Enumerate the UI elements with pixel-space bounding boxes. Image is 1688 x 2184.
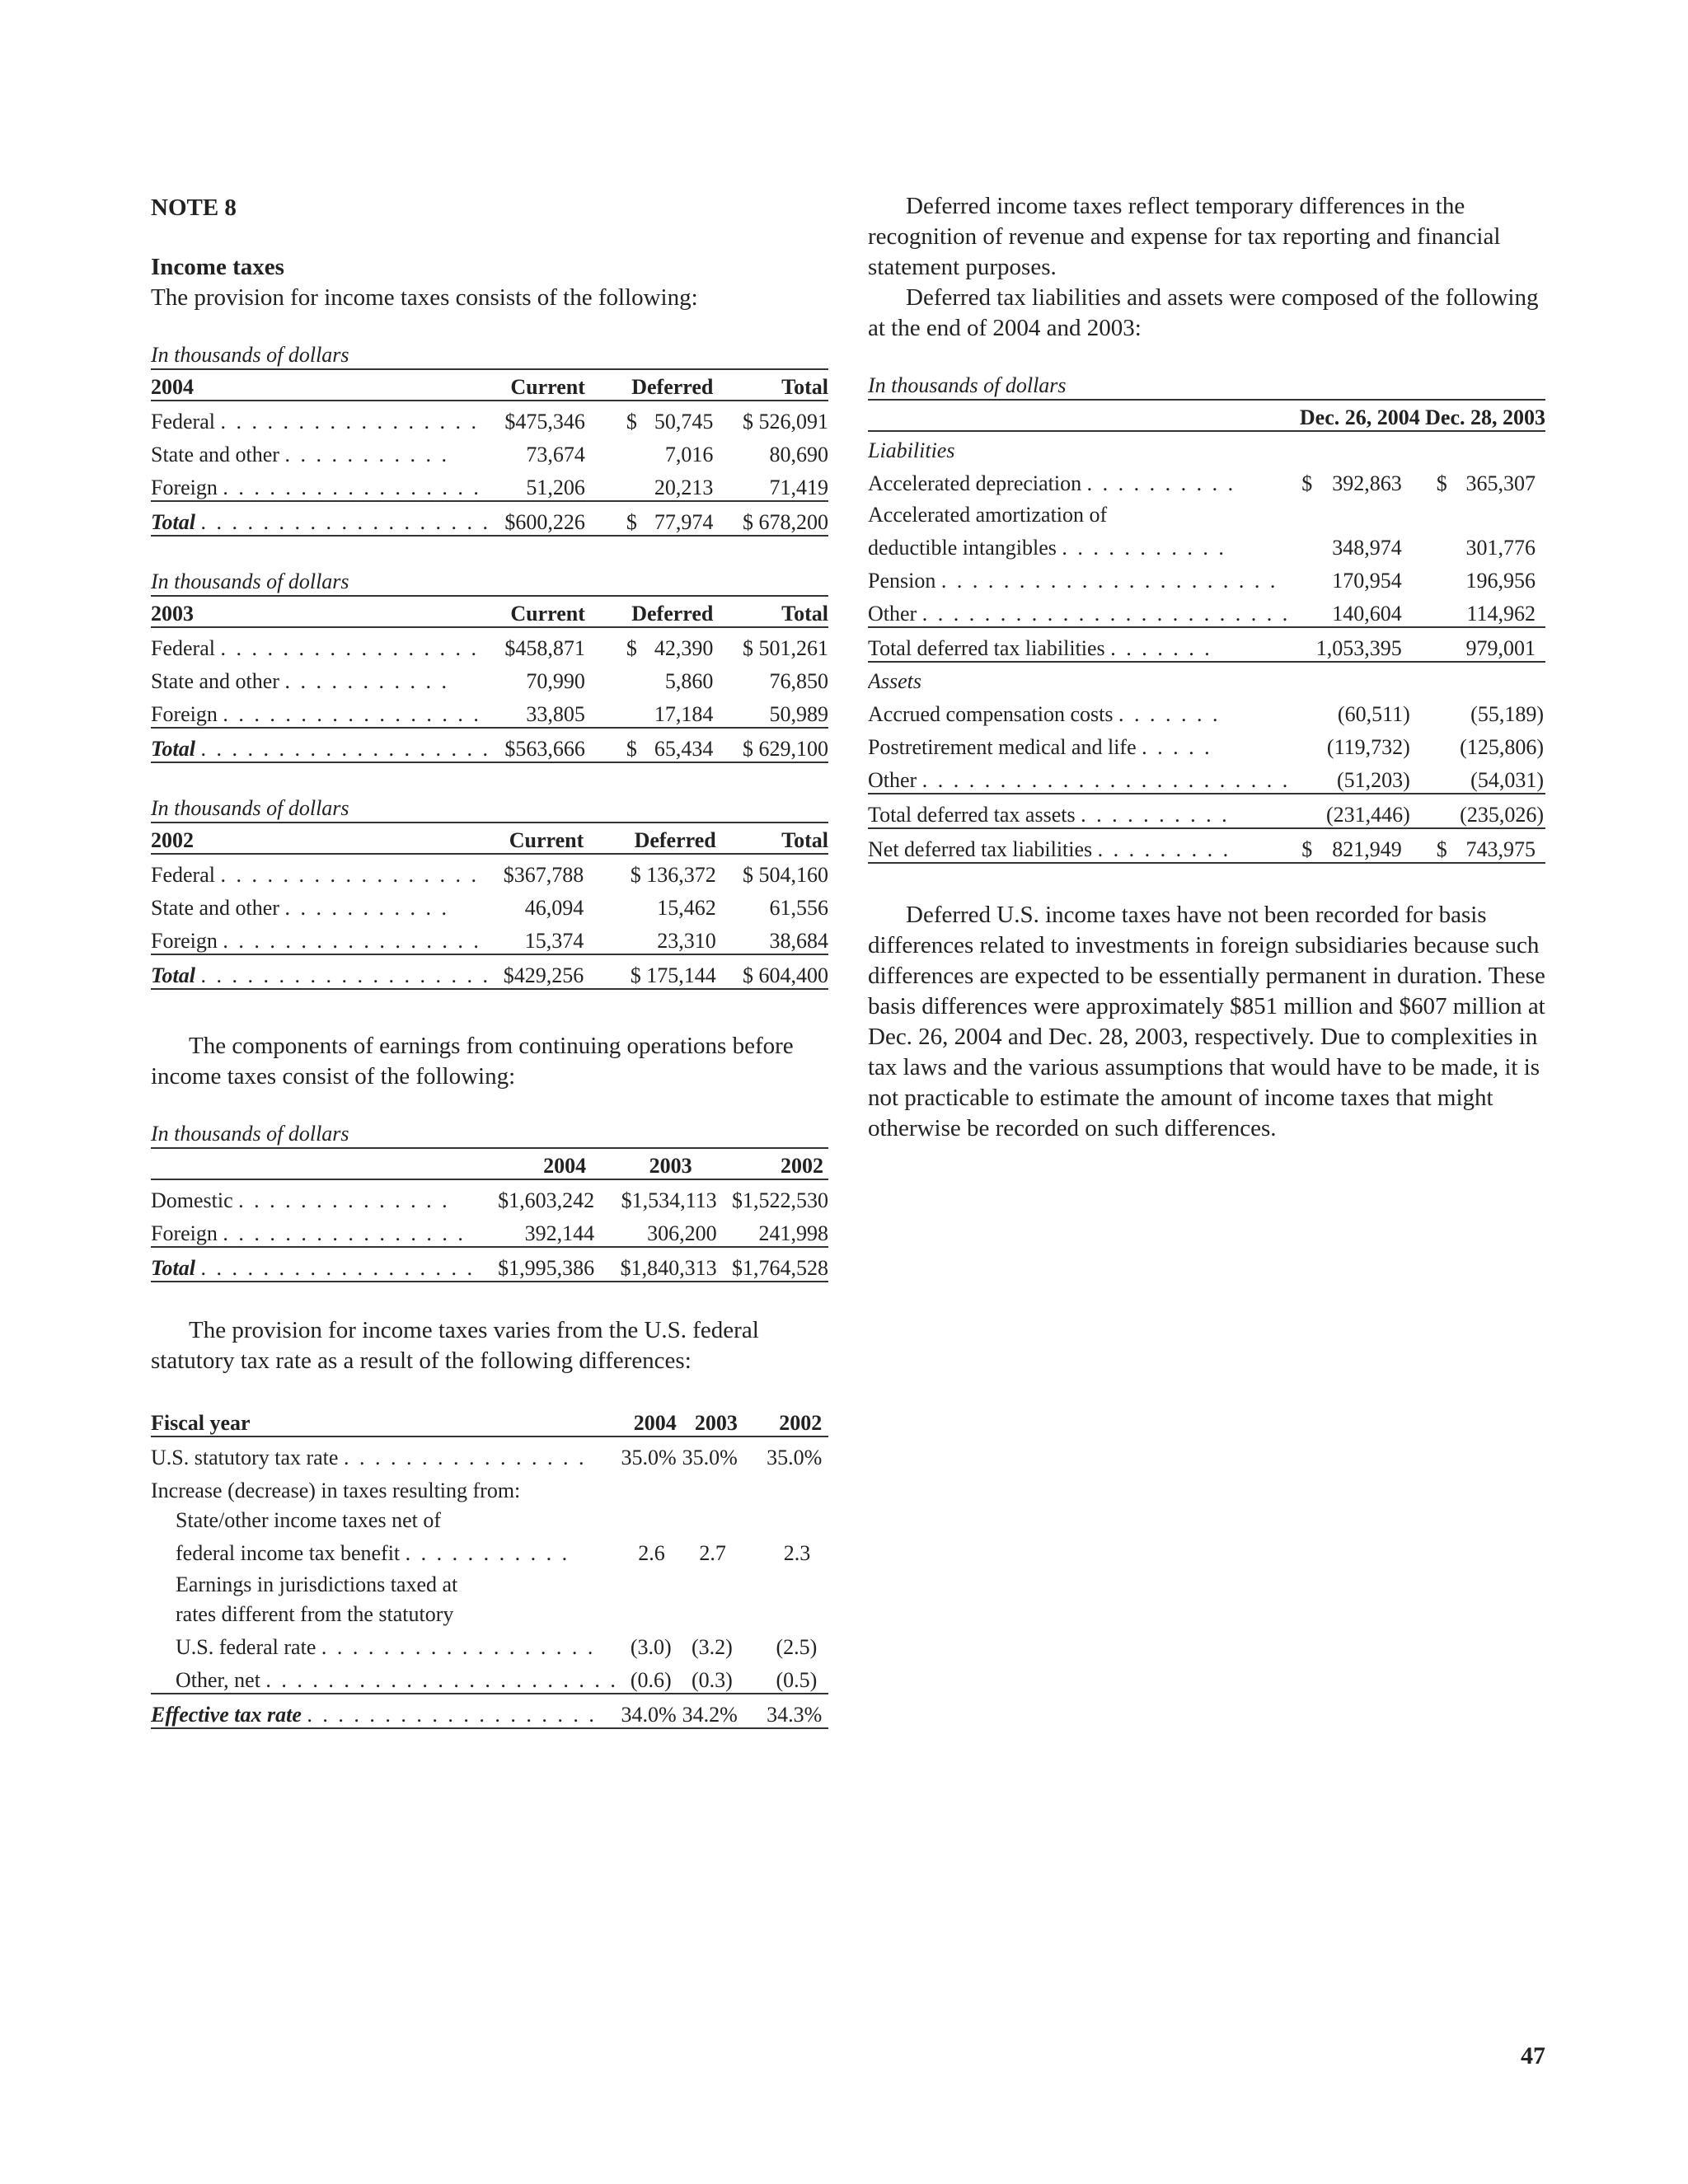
cell-deferred: 65,434 xyxy=(654,737,714,761)
cell-2004: 348,974 xyxy=(1332,536,1402,560)
cell-current: $367,788 xyxy=(503,863,584,887)
cell-2002: $1,764,528 xyxy=(717,1247,828,1282)
cell-2003: 743,975 xyxy=(1451,828,1545,863)
table-total-row xyxy=(151,728,828,762)
cell-2003: (235,026) xyxy=(1451,794,1545,828)
cell-2004: (60,511) xyxy=(1337,702,1410,726)
cell-2003: 365,307 xyxy=(1465,471,1536,495)
leader-dots: . . . . . . . . . . . . . . . . . . . xyxy=(200,737,490,761)
cell-2003: (55,189) xyxy=(1470,702,1544,726)
table-row xyxy=(151,1660,828,1694)
cell-deferred: 23,310 xyxy=(657,929,716,953)
deferred-closing: Deferred U.S. income taxes have not been recorded for basis differences related to investments in foreign subsidiaries because such differences are expected to be essentially permanent in duration. These basis differences were approximately $851 million and $607 million at Dec. 26, 2004 and Dec. 28, 2003, respectively. Due to complexities in tax laws and the various assumptions that would have to be made, it is not practicable to estimate the amount of income taxes that might otherwise be recorded on such differences. xyxy=(868,902,1545,1141)
cell-2002: 241,998 xyxy=(717,1213,828,1247)
cell-deferred: 17,184 xyxy=(654,702,714,726)
cell-2004: 821,949 xyxy=(1314,828,1420,863)
table-row xyxy=(151,1597,828,1627)
cell-deferred: $ 175,144 xyxy=(630,963,716,987)
cell-2004: (231,446) xyxy=(1314,794,1420,828)
table-caption: In thousands of dollars xyxy=(151,568,828,597)
cell-current: $563,666 xyxy=(490,728,585,762)
col-header: Total xyxy=(713,597,828,627)
table-row xyxy=(151,1533,828,1566)
cell-2002: 34.3% xyxy=(754,1694,822,1728)
row-label: State/other income taxes net of xyxy=(176,1508,442,1532)
cell-2003: (125,806) xyxy=(1460,735,1544,759)
col-header: Total xyxy=(716,823,828,854)
cell-total: $ 678,200 xyxy=(713,501,828,536)
row-label: Other xyxy=(868,768,917,792)
cell-2003: 979,001 xyxy=(1451,627,1545,662)
col-header: Current xyxy=(490,823,584,854)
components-table xyxy=(151,1149,828,1282)
leader-dots: . . . . . . . . . . . . . . . . . . xyxy=(321,1635,596,1659)
cell-2004: 35.0% xyxy=(621,1446,677,1469)
left-column xyxy=(151,191,828,1729)
cell-2003: $1,840,313 xyxy=(594,1247,716,1282)
table-row xyxy=(151,467,828,501)
cell-2004: (119,732) xyxy=(1326,735,1410,759)
col-header: 2003 xyxy=(594,1149,716,1179)
table-total-row xyxy=(151,501,828,536)
leader-dots: . . . . . . . . . . . . . . . . . . . . . . . . xyxy=(921,768,1291,792)
col-header: Total xyxy=(713,370,828,401)
section-heading: Income taxes xyxy=(151,254,284,280)
table-row xyxy=(151,1179,828,1213)
row-label: federal income tax benefit xyxy=(176,1541,401,1565)
row-label: Total xyxy=(151,963,195,987)
table-caption: In thousands of dollars xyxy=(151,794,828,823)
table-caption: In thousands of dollars xyxy=(151,1120,828,1149)
cell-deferred: 5,860 xyxy=(664,669,714,693)
cell-total: $ 526,091 xyxy=(743,410,828,434)
leader-dots: . . . . . xyxy=(1142,735,1212,759)
leader-dots: . . . . . . . . . xyxy=(1097,837,1231,861)
cell-current: $429,256 xyxy=(490,954,584,989)
row-label: Postretirement medical and life xyxy=(868,735,1137,759)
row-label: Increase (decrease) in taxes resulting from: xyxy=(151,1479,521,1502)
cell-total: 80,690 xyxy=(769,443,828,466)
table-row xyxy=(151,434,828,467)
col-header: Deferred xyxy=(584,823,715,854)
table-total-row xyxy=(868,828,1545,863)
row-label: Federal xyxy=(151,410,215,434)
page-number: 47 xyxy=(1521,2042,1545,2069)
table-row xyxy=(868,431,1545,463)
cell-2003: 196,956 xyxy=(1465,569,1536,593)
leader-dots: . . . . . . . . . . . . . . . . . xyxy=(223,702,481,726)
table-year: 2004 xyxy=(151,370,490,401)
col-header: Deferred xyxy=(585,370,713,401)
row-label: Total deferred tax liabilities xyxy=(868,636,1105,660)
cell-2003: 35.0% xyxy=(682,1446,738,1469)
cell-2004: 392,863 xyxy=(1332,471,1402,495)
row-label: Foreign xyxy=(151,1221,218,1245)
table-row xyxy=(868,593,1545,627)
cell-total: $ 604,400 xyxy=(716,954,828,989)
deferred-table xyxy=(868,401,1545,864)
row-label: Federal xyxy=(151,636,215,660)
cell-2003: 306,200 xyxy=(594,1213,716,1247)
cell-2004: $1,603,242 xyxy=(498,1188,595,1212)
currency-sign: $ xyxy=(626,410,637,434)
cell-2002: 35.0% xyxy=(767,1446,823,1469)
leader-dots: . . . . . . . . . . . xyxy=(284,896,449,920)
cell-deferred: 77,974 xyxy=(654,510,714,534)
cell-2004: (0.6) xyxy=(618,1660,677,1694)
cell-2003: 2.7 xyxy=(699,1541,726,1565)
table-row xyxy=(151,627,828,661)
row-label: Total xyxy=(151,737,195,761)
table-row xyxy=(868,727,1545,760)
table-row xyxy=(868,560,1545,593)
leader-dots: . . . . . . . . . . . . . . . . . . . xyxy=(200,963,490,987)
row-label: State and other xyxy=(151,669,279,693)
cell-current: 46,094 xyxy=(524,896,584,920)
col-header: 2002 xyxy=(717,1149,828,1179)
cell-deferred: 42,390 xyxy=(654,636,714,660)
provision-table-2002 xyxy=(151,823,828,990)
table-row xyxy=(151,921,828,954)
table-row xyxy=(151,888,828,921)
row-label: Federal xyxy=(151,863,215,887)
leader-dots: . . . . . . . . . . . . . . . . . . . . . . xyxy=(940,569,1278,593)
currency-sign: $ xyxy=(1436,471,1447,495)
currency-sign: $ xyxy=(1290,828,1314,863)
table-row xyxy=(868,463,1545,496)
cell-2004: (51,203) xyxy=(1314,760,1420,794)
leader-dots: . . . . . . . . . . . . . . . . . xyxy=(220,636,479,660)
cell-2003: (3.2) xyxy=(692,1635,733,1659)
row-label: U.S. federal rate xyxy=(176,1635,316,1659)
cell-current: 33,805 xyxy=(490,694,585,728)
currency-sign: $ xyxy=(1301,471,1313,495)
row-label: Earnings in jurisdictions taxed at xyxy=(176,1572,458,1596)
leader-dots: . . . . . . . xyxy=(1118,702,1221,726)
cell-2003: 114,962 xyxy=(1451,593,1545,627)
row-label: U.S. statutory tax rate xyxy=(151,1446,339,1469)
leader-dots: . . . . . . . . . . . . . . . . . . . . . . . . xyxy=(921,602,1291,626)
cell-current: 70,990 xyxy=(526,669,585,693)
table-caption: In thousands of dollars xyxy=(868,372,1545,401)
table-caption: In thousands of dollars xyxy=(151,341,828,370)
provision-table-2004 xyxy=(151,370,828,537)
cell-2003: (0.3) xyxy=(677,1660,754,1694)
cell-deferred: 50,745 xyxy=(654,410,714,434)
components-intro: The components of earnings from continuing operations before income taxes consist of the following: xyxy=(151,1033,794,1090)
currency-sign: $ xyxy=(1420,828,1451,863)
table-row xyxy=(868,760,1545,794)
cell-total: 38,684 xyxy=(716,921,828,954)
cell-total: 50,989 xyxy=(713,694,828,728)
cell-total: $ 501,261 xyxy=(743,636,828,660)
cell-2004: 1,053,395 xyxy=(1314,627,1420,662)
table-year: 2002 xyxy=(151,823,490,854)
table-total-row xyxy=(151,1247,828,1282)
currency-sign: $ xyxy=(626,737,637,761)
leader-dots: . . . . . . . . . . xyxy=(1081,803,1230,827)
table-row xyxy=(868,694,1545,727)
table-row xyxy=(151,1503,828,1533)
right-column xyxy=(868,191,1545,1144)
cell-deferred: $ 136,372 xyxy=(630,863,716,887)
leader-dots: . . . . . . . . . . . xyxy=(284,669,449,693)
cell-current: 73,674 xyxy=(526,443,585,466)
leader-dots: . . . . . . . . . . . . . . . . xyxy=(343,1446,587,1469)
table-total-row xyxy=(151,954,828,989)
leader-dots: . . . . . . . . . . . . . . . . . . . . . . . xyxy=(265,1668,618,1692)
table-year: 2003 xyxy=(151,597,490,627)
row-label: Effective tax rate xyxy=(151,1703,302,1727)
leader-dots: . . . . . . . . . . . . . . . . . xyxy=(220,863,479,887)
provision-table-2003 xyxy=(151,597,828,763)
table-row xyxy=(868,627,1545,662)
leader-dots: . . . . . . . . . . . . . . . . . . xyxy=(200,1256,475,1280)
cell-2004: $1,995,386 xyxy=(475,1247,594,1282)
col-header: Dec. 26, 2004 xyxy=(1290,401,1420,431)
leader-dots: . . . . . . . . . . . xyxy=(284,443,449,466)
leader-dots: . . . . . . . xyxy=(1110,636,1212,660)
cell-current: 15,374 xyxy=(490,921,584,954)
row-label: Pension xyxy=(868,569,936,593)
cell-current: 51,206 xyxy=(490,467,585,501)
cell-2003: (54,031) xyxy=(1451,760,1545,794)
leader-dots: . . . . . . . . . . . . . . . . xyxy=(223,1221,466,1245)
row-label: Other, net xyxy=(176,1668,260,1692)
row-label: Accelerated depreciation xyxy=(868,471,1082,495)
cell-2004: (3.0) xyxy=(630,1635,672,1659)
leader-dots: . . . . . . . . . . . . . . xyxy=(238,1188,450,1212)
row-label: Accrued compensation costs xyxy=(868,702,1114,726)
table-row xyxy=(151,1470,828,1503)
row-label: deductible intangibles xyxy=(868,536,1057,560)
table-row xyxy=(151,1436,828,1470)
leader-dots: . . . . . . . . . . . . . . . . . xyxy=(223,476,481,499)
leader-dots: . . . . . . . . . . xyxy=(1086,471,1236,495)
table-row xyxy=(868,794,1545,828)
cell-2004: 392,144 xyxy=(475,1213,594,1247)
cell-2004: 170,954 xyxy=(1332,569,1402,593)
currency-sign: $ xyxy=(626,636,637,660)
cell-deferred: 20,213 xyxy=(654,476,714,499)
cell-2002: $1,522,530 xyxy=(732,1188,828,1212)
rate-intro: The provision for income taxes varies from the U.S. federal statutory tax rate as a result of the following differences: xyxy=(151,1317,759,1374)
deferred-intro-1: Deferred income taxes reflect temporary differences in the recognition of revenue and expense for tax reporting and financial statement purposes. xyxy=(868,193,1501,280)
cell-current: $458,871 xyxy=(504,636,585,660)
row-label: State and other xyxy=(151,896,279,920)
section-intro: The provision for income taxes consists of the following: xyxy=(151,284,698,311)
col-header: Dec. 28, 2003 xyxy=(1420,401,1545,431)
col-header: 2004 xyxy=(618,1406,677,1436)
cell-total: 61,556 xyxy=(769,896,828,920)
cell-2003: 34.2% xyxy=(677,1694,754,1728)
leader-dots: . . . . . . . . . . . . . . . . . xyxy=(223,929,481,953)
rate-table xyxy=(151,1406,828,1729)
col-header: Fiscal year xyxy=(151,1406,618,1436)
cell-2002: (2.5) xyxy=(776,1635,818,1659)
row-label: Foreign xyxy=(151,929,218,953)
cell-total: $ 629,100 xyxy=(713,728,828,762)
cell-2003: $1,534,113 xyxy=(621,1188,717,1212)
col-header: Current xyxy=(490,370,585,401)
cell-2004: 140,604 xyxy=(1314,593,1420,627)
row-label: Total xyxy=(151,1256,195,1280)
table-row xyxy=(868,662,1545,694)
row-label: rates different from the statutory xyxy=(176,1602,454,1626)
cell-total: 71,419 xyxy=(713,467,828,501)
table-row xyxy=(151,694,828,728)
col-header: Deferred xyxy=(585,597,713,627)
leader-dots: . . . . . . . . . . . xyxy=(1062,536,1226,560)
table-row xyxy=(151,661,828,694)
col-header: Current xyxy=(490,597,585,627)
cell-2003: 301,776 xyxy=(1465,536,1536,560)
cell-2004: 34.0% xyxy=(618,1694,677,1728)
row-label: Accelerated amortization of xyxy=(868,503,1108,527)
deferred-intro-2: Deferred tax liabilities and assets were composed of the following at the end of 2004 and 2003: xyxy=(868,284,1539,341)
col-header: 2003 xyxy=(677,1406,754,1436)
cell-deferred: 15,462 xyxy=(657,896,716,920)
leader-dots: . . . . . . . . . . . xyxy=(405,1541,570,1565)
cell-deferred: 7,016 xyxy=(664,443,714,466)
col-header: 2004 xyxy=(475,1149,594,1179)
currency-sign: $ xyxy=(626,510,637,534)
table-row xyxy=(151,401,828,434)
table-total-row xyxy=(151,1694,828,1728)
row-label: Net deferred tax liabilities xyxy=(868,837,1093,861)
cell-2002: 2.3 xyxy=(783,1541,811,1565)
leader-dots: . . . . . . . . . . . . . . . . . . . xyxy=(200,510,490,534)
table-row xyxy=(151,1213,828,1247)
row-label: Total deferred tax assets xyxy=(868,803,1076,827)
note-title: NOTE 8 xyxy=(151,194,237,221)
cell-total: $ 504,160 xyxy=(743,863,828,887)
col-header: 2002 xyxy=(754,1406,822,1436)
table-row xyxy=(151,854,828,888)
leader-dots: . . . . . . . . . . . . . . . . . xyxy=(220,410,479,434)
table-row xyxy=(151,1566,828,1597)
table-row xyxy=(151,1627,828,1660)
section-label: Liabilities xyxy=(868,438,955,462)
row-label: Foreign xyxy=(151,476,218,499)
section-label: Assets xyxy=(868,669,921,693)
cell-2004: 2.6 xyxy=(638,1541,665,1565)
table-row xyxy=(868,527,1545,560)
cell-current: $600,226 xyxy=(490,501,585,536)
cell-current: $475,346 xyxy=(504,410,585,434)
row-label: Foreign xyxy=(151,702,218,726)
row-label: State and other xyxy=(151,443,279,466)
row-label: Domestic xyxy=(151,1188,233,1212)
cell-total: 76,850 xyxy=(769,669,828,693)
table-row xyxy=(868,496,1545,527)
leader-dots: . . . . . . . . . . . . . . . . . . . xyxy=(307,1703,597,1727)
row-label: Total xyxy=(151,510,195,534)
row-label: Other xyxy=(868,602,917,626)
cell-2002: (0.5) xyxy=(754,1660,822,1694)
